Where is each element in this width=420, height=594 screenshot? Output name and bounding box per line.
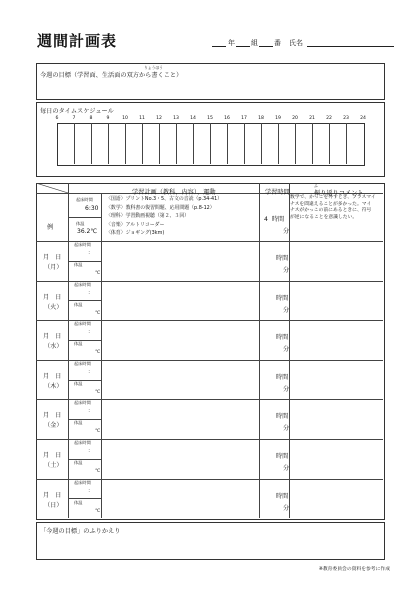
ryouhou-word: 双方	[126, 72, 139, 79]
weekly-goal-box[interactable]	[36, 63, 385, 100]
hour-gridline	[261, 123, 262, 164]
daily-schedule-label: 毎日のタイムスケジュール	[40, 108, 114, 115]
date-cell[interactable]	[43, 450, 61, 459]
example-minutes: 分	[283, 228, 290, 235]
temp-unit: ℃	[95, 389, 101, 395]
plan-header: 学習計画（教科、内容）、運動	[132, 189, 216, 196]
name-label: 氏名	[289, 39, 303, 47]
hour-label: 21	[309, 116, 315, 121]
temp-unit: ℃	[95, 310, 101, 316]
hour-label: 10	[122, 116, 128, 121]
hour-label: 9	[106, 116, 110, 121]
weekly-goal-review-label: 「今週の目標」のふりかえり	[40, 528, 121, 535]
class-blank[interactable]	[236, 37, 250, 47]
ryouhou-ruby: りょうほう	[144, 65, 163, 70]
wake-temp-divider	[68, 419, 101, 420]
example-plan-line: 〈数学〉教科書の復習問題、応用問題（p.8-12）	[106, 204, 215, 211]
hour-label: 15	[207, 116, 213, 121]
wake-time-colon: ：	[88, 329, 94, 336]
minutes-unit: 分	[283, 465, 290, 472]
wake-temp-divider	[68, 261, 101, 262]
hours-unit: 時間	[276, 453, 289, 460]
example-plan-line: 〈理科〉学習動画視聴（第２、３回）	[106, 213, 190, 220]
weekday-label: （日）	[44, 501, 63, 509]
wake-time-label: 起床時間	[74, 479, 91, 485]
day-label: 日	[55, 293, 62, 301]
hour-label: 19	[275, 116, 281, 121]
hour-label: 12	[156, 116, 162, 121]
hour-label: 13	[173, 116, 179, 121]
minutes-unit: 分	[283, 385, 290, 393]
minutes-unit: 分	[283, 504, 290, 512]
wake-time-label: 起床時間	[74, 321, 91, 327]
hour-gridline	[74, 123, 75, 164]
month-label: 月	[43, 452, 50, 459]
hour-label: 17	[241, 116, 247, 121]
hour-gridline	[227, 123, 228, 164]
hour-gridline	[329, 123, 330, 164]
weekday-label: （火）	[44, 303, 63, 311]
temp-unit: ℃	[95, 350, 101, 356]
wake-time-colon: ：	[88, 408, 94, 415]
minutes-unit: 分	[283, 267, 290, 274]
hour-label: 22	[326, 116, 332, 121]
minutes-unit: 分	[283, 306, 290, 314]
example-wake-value: 6:30	[85, 205, 99, 212]
class-label: 組	[251, 39, 258, 47]
wake-temp-divider	[68, 459, 101, 460]
hour-gridline	[91, 123, 92, 164]
temp-unit: ℃	[95, 469, 101, 474]
temp-label: 体温	[74, 420, 83, 426]
day-label: 日	[55, 491, 62, 499]
wake-time-label: 起床時間	[74, 281, 91, 287]
month-label: 月	[43, 333, 50, 341]
temp-unit: ℃	[95, 508, 101, 514]
temp-label: 体温	[74, 262, 83, 267]
date-cell[interactable]	[43, 490, 61, 499]
hour-label: 11	[139, 116, 145, 121]
example-plan-line: 〈国語〉プリントNo.3・5、古文の音読（p.34-41）	[106, 196, 223, 202]
month-label: 月	[43, 372, 50, 380]
day-label: 日	[55, 254, 62, 261]
hour-label: 8	[89, 116, 93, 121]
hour-gridline	[295, 123, 296, 164]
hour-gridline	[142, 123, 143, 164]
wake-temp-divider	[68, 498, 101, 499]
date-cell[interactable]	[43, 371, 61, 380]
hours-unit: 時間	[276, 413, 289, 421]
wake-temp-divider	[68, 380, 101, 381]
temp-label: 体温	[74, 460, 83, 465]
year-blank[interactable]	[212, 37, 226, 47]
hour-label: 18	[258, 116, 264, 121]
number-blank[interactable]	[259, 37, 273, 47]
date-cell[interactable]	[43, 410, 61, 419]
hour-label: 24	[360, 116, 366, 121]
wake-temp-divider	[68, 340, 101, 341]
wake-time-label: 起床時間	[74, 360, 91, 366]
col-divider	[259, 183, 260, 518]
example-comment: 数学で、かっこを外すとき、プラスマイナスを間違えることが多かった。マイナスがかっこの前にあるときに、符号が逆になることを意識したい。	[290, 195, 376, 220]
month-label: 月	[43, 491, 50, 499]
hour-gridline	[312, 123, 313, 164]
month-label: 月	[43, 293, 50, 301]
hour-gridline	[278, 123, 279, 164]
example-wake-label: 起床時間	[76, 197, 93, 202]
schedule-bar[interactable]	[57, 123, 365, 166]
hours-unit: 時間	[276, 373, 289, 381]
col-divider	[68, 183, 69, 518]
weekly-goal-label: 今週の目標（学習面、生活面の双方から書くこと）	[40, 72, 183, 79]
year-label: 年	[228, 39, 235, 47]
example-plan-line: 〈体育〉ジョギング(3km)	[106, 230, 165, 237]
temp-label: 体温	[74, 499, 83, 505]
hours-unit: 時間	[276, 294, 289, 302]
hour-label: 14	[190, 116, 196, 121]
wake-time-colon: ：	[88, 289, 94, 296]
hour-gridline	[125, 123, 126, 164]
month-label: 月	[43, 254, 50, 261]
wake-temp-divider	[68, 300, 101, 301]
month-label: 月	[43, 412, 50, 420]
example-plan-line: 〈音楽〉アルトリコーダー	[106, 221, 165, 228]
hour-gridline	[244, 123, 245, 164]
weekday-label: （月）	[44, 264, 63, 271]
example-temp-value: 36.2℃	[77, 228, 98, 235]
temp-label: 体温	[74, 341, 83, 347]
comment-header: 振り返りコメント	[314, 190, 364, 197]
date-cell[interactable]	[43, 331, 61, 340]
hour-gridline	[346, 123, 347, 164]
day-label: 日	[55, 452, 62, 459]
minutes-unit: 分	[283, 425, 290, 433]
weekday-label: （水）	[44, 343, 63, 351]
day-label: 日	[55, 372, 62, 380]
minutes-unit: 分	[283, 346, 290, 354]
day-label: 日	[55, 412, 62, 420]
temp-label: 体温	[74, 301, 83, 307]
hour-label: 23	[343, 116, 349, 121]
temp-unit: ℃	[95, 429, 101, 435]
temp-unit: ℃	[95, 271, 101, 276]
weekday-label: （木）	[44, 382, 63, 390]
hour-gridline	[176, 123, 177, 164]
date-cell[interactable]	[43, 292, 61, 301]
hour-label: 16	[224, 116, 230, 121]
hours-unit: 時間	[276, 492, 289, 500]
comment-ruby: ふ	[314, 183, 318, 188]
weekday-label: （金）	[44, 422, 63, 430]
day-label: 日	[55, 333, 62, 341]
diagonal-header-line	[36, 183, 68, 193]
weekday-label: （土）	[44, 462, 63, 469]
hour-gridline	[108, 123, 109, 164]
wake-time-label: 起床時間	[74, 440, 91, 445]
hour-label: 7	[72, 116, 76, 121]
hour-gridline	[210, 123, 211, 164]
wake-time-colon: ：	[88, 448, 94, 454]
wake-time-label: 起床時間	[74, 400, 91, 406]
name-blank[interactable]	[307, 37, 394, 47]
wake-time-label: 起床時間	[74, 242, 91, 247]
wake-time-colon: ：	[88, 487, 94, 494]
footnote: ※教育委員会の資料を参考に作成	[318, 567, 390, 572]
page-title: 週間計画表	[37, 32, 118, 50]
example-label: 例	[47, 224, 54, 231]
temp-label: 体温	[74, 380, 83, 386]
hour-gridline	[159, 123, 160, 164]
hour-gridline	[193, 123, 194, 164]
wake-time-colon: ：	[88, 250, 94, 256]
date-cell[interactable]	[43, 252, 61, 261]
wake-time-colon: ：	[88, 368, 94, 375]
hours-unit: 時間	[276, 334, 289, 342]
hour-label: 6	[55, 116, 59, 121]
hours-unit: 時間	[276, 255, 289, 262]
time-header: 学習時間	[265, 189, 290, 196]
number-label: 番	[274, 39, 281, 47]
hour-label: 20	[292, 116, 298, 121]
example-temp-label: 体温	[76, 221, 85, 226]
example-time: 4 時間	[264, 216, 285, 223]
wake-temp-divider	[68, 217, 101, 218]
